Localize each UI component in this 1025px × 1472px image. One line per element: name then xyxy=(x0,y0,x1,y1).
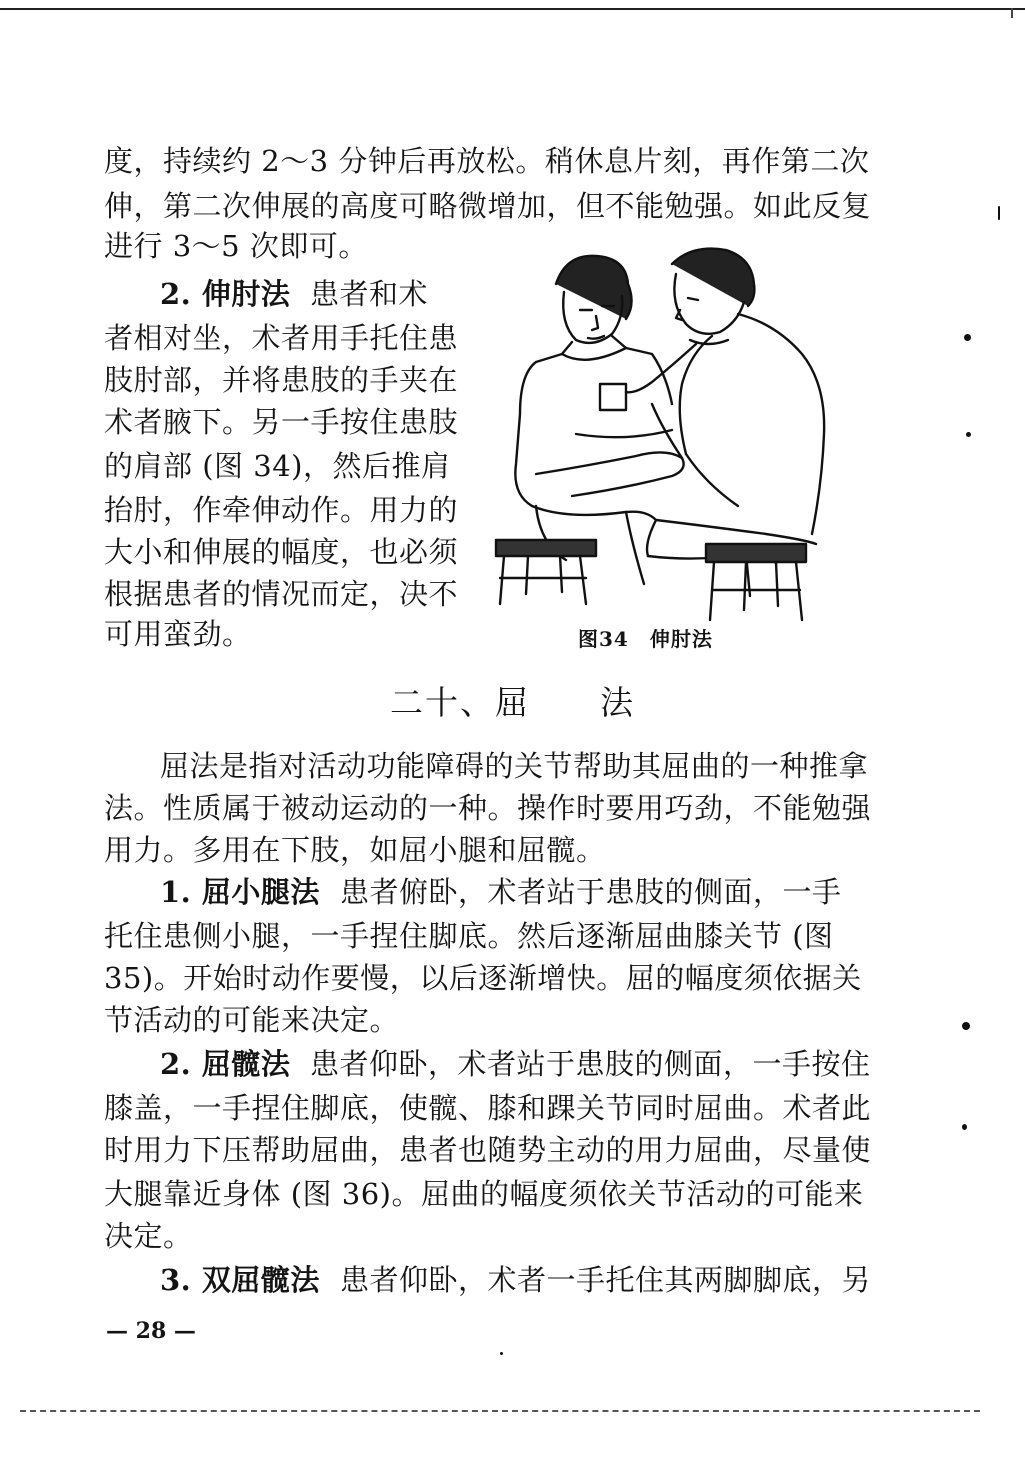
text-line: 术者腋下。另一手按住患肢 xyxy=(104,405,459,439)
text-line: 抬肘，作牵伸动作。用力的 xyxy=(104,493,459,527)
text-line: 大腿靠近身体 (图 36)。屈曲的幅度须依关节活动的可能来 xyxy=(104,1177,864,1211)
page-bottom-rule xyxy=(20,1410,980,1412)
subsection-heading-double-flex-hip: 3. 双屈髋法 xyxy=(160,1263,320,1297)
page-number: — 28 — xyxy=(106,1318,196,1344)
subsection-heading-flex-calf: 1. 屈小腿法 xyxy=(160,875,320,909)
section-title: 二十、屈 法 xyxy=(390,683,635,722)
text-line: 35)。开始时动作要慢，以后逐渐增快。屈的幅度须依据关 xyxy=(104,961,862,995)
text-line: 用力。多用在下肢，如屈小腿和屈髋。 xyxy=(104,833,606,867)
text-line: 托住患侧小腿，一手捏住脚底。然后逐渐屈曲膝关节 (图 xyxy=(104,919,834,953)
text-line: 患者仰卧，术者一手托住其两脚脚底，另 xyxy=(340,1263,872,1297)
text-line: 者相对坐，术者用手托住患 xyxy=(104,321,459,355)
text-line: 肢肘部，并将患肢的手夹在 xyxy=(104,363,459,397)
text-line: 患者和术 xyxy=(310,277,429,311)
text-line: 度，持续约 2～3 分钟后再放松。稍休息片刻，再作第二次 xyxy=(104,144,870,178)
page-top-rule xyxy=(0,8,1025,10)
text-line: 根据患者的情况而定，决不 xyxy=(104,577,459,611)
text-line: 伸，第二次伸展的高度可略微增加，但不能勉强。如此反复 xyxy=(104,189,872,223)
text-line: 患者仰卧，术者站于患肢的侧面，一手按住 xyxy=(310,1047,871,1081)
subsection-heading-flex-hip: 2. 屈髋法 xyxy=(160,1047,291,1081)
text-line: 的肩部 (图 34)，然后推肩 xyxy=(104,449,451,483)
text-line: 可用蛮劲。 xyxy=(104,617,252,651)
text-line: 法。性质属于被动运动的一种。操作时要用巧劲，不能勉强 xyxy=(104,791,872,825)
text-line: 屈法是指对活动功能障碍的关节帮助其屈曲的一种推拿 xyxy=(160,749,869,783)
subsection-heading-stretch-elbow: 2. 伸肘法 xyxy=(160,277,291,311)
text-line: 膝盖，一手捏住脚底，使髋、膝和踝关节同时屈曲。术者此 xyxy=(104,1091,872,1125)
text-line: 节活动的可能来决定。 xyxy=(104,1003,400,1037)
text-line: 进行 3～5 次即可。 xyxy=(104,229,368,263)
text-line: 大小和伸展的幅度，也必须 xyxy=(104,535,459,569)
figure-34-drawing xyxy=(476,244,836,624)
text-line: 患者俯卧，术者站于患肢的侧面，一手 xyxy=(340,875,842,909)
figure-caption: 图34 伸肘法 xyxy=(578,627,713,651)
text-line: 时用力下压帮助屈曲，患者也随势主动的用力屈曲，尽量使 xyxy=(104,1133,872,1167)
text-line: 决定。 xyxy=(104,1219,193,1253)
figure-illustration xyxy=(476,244,836,624)
